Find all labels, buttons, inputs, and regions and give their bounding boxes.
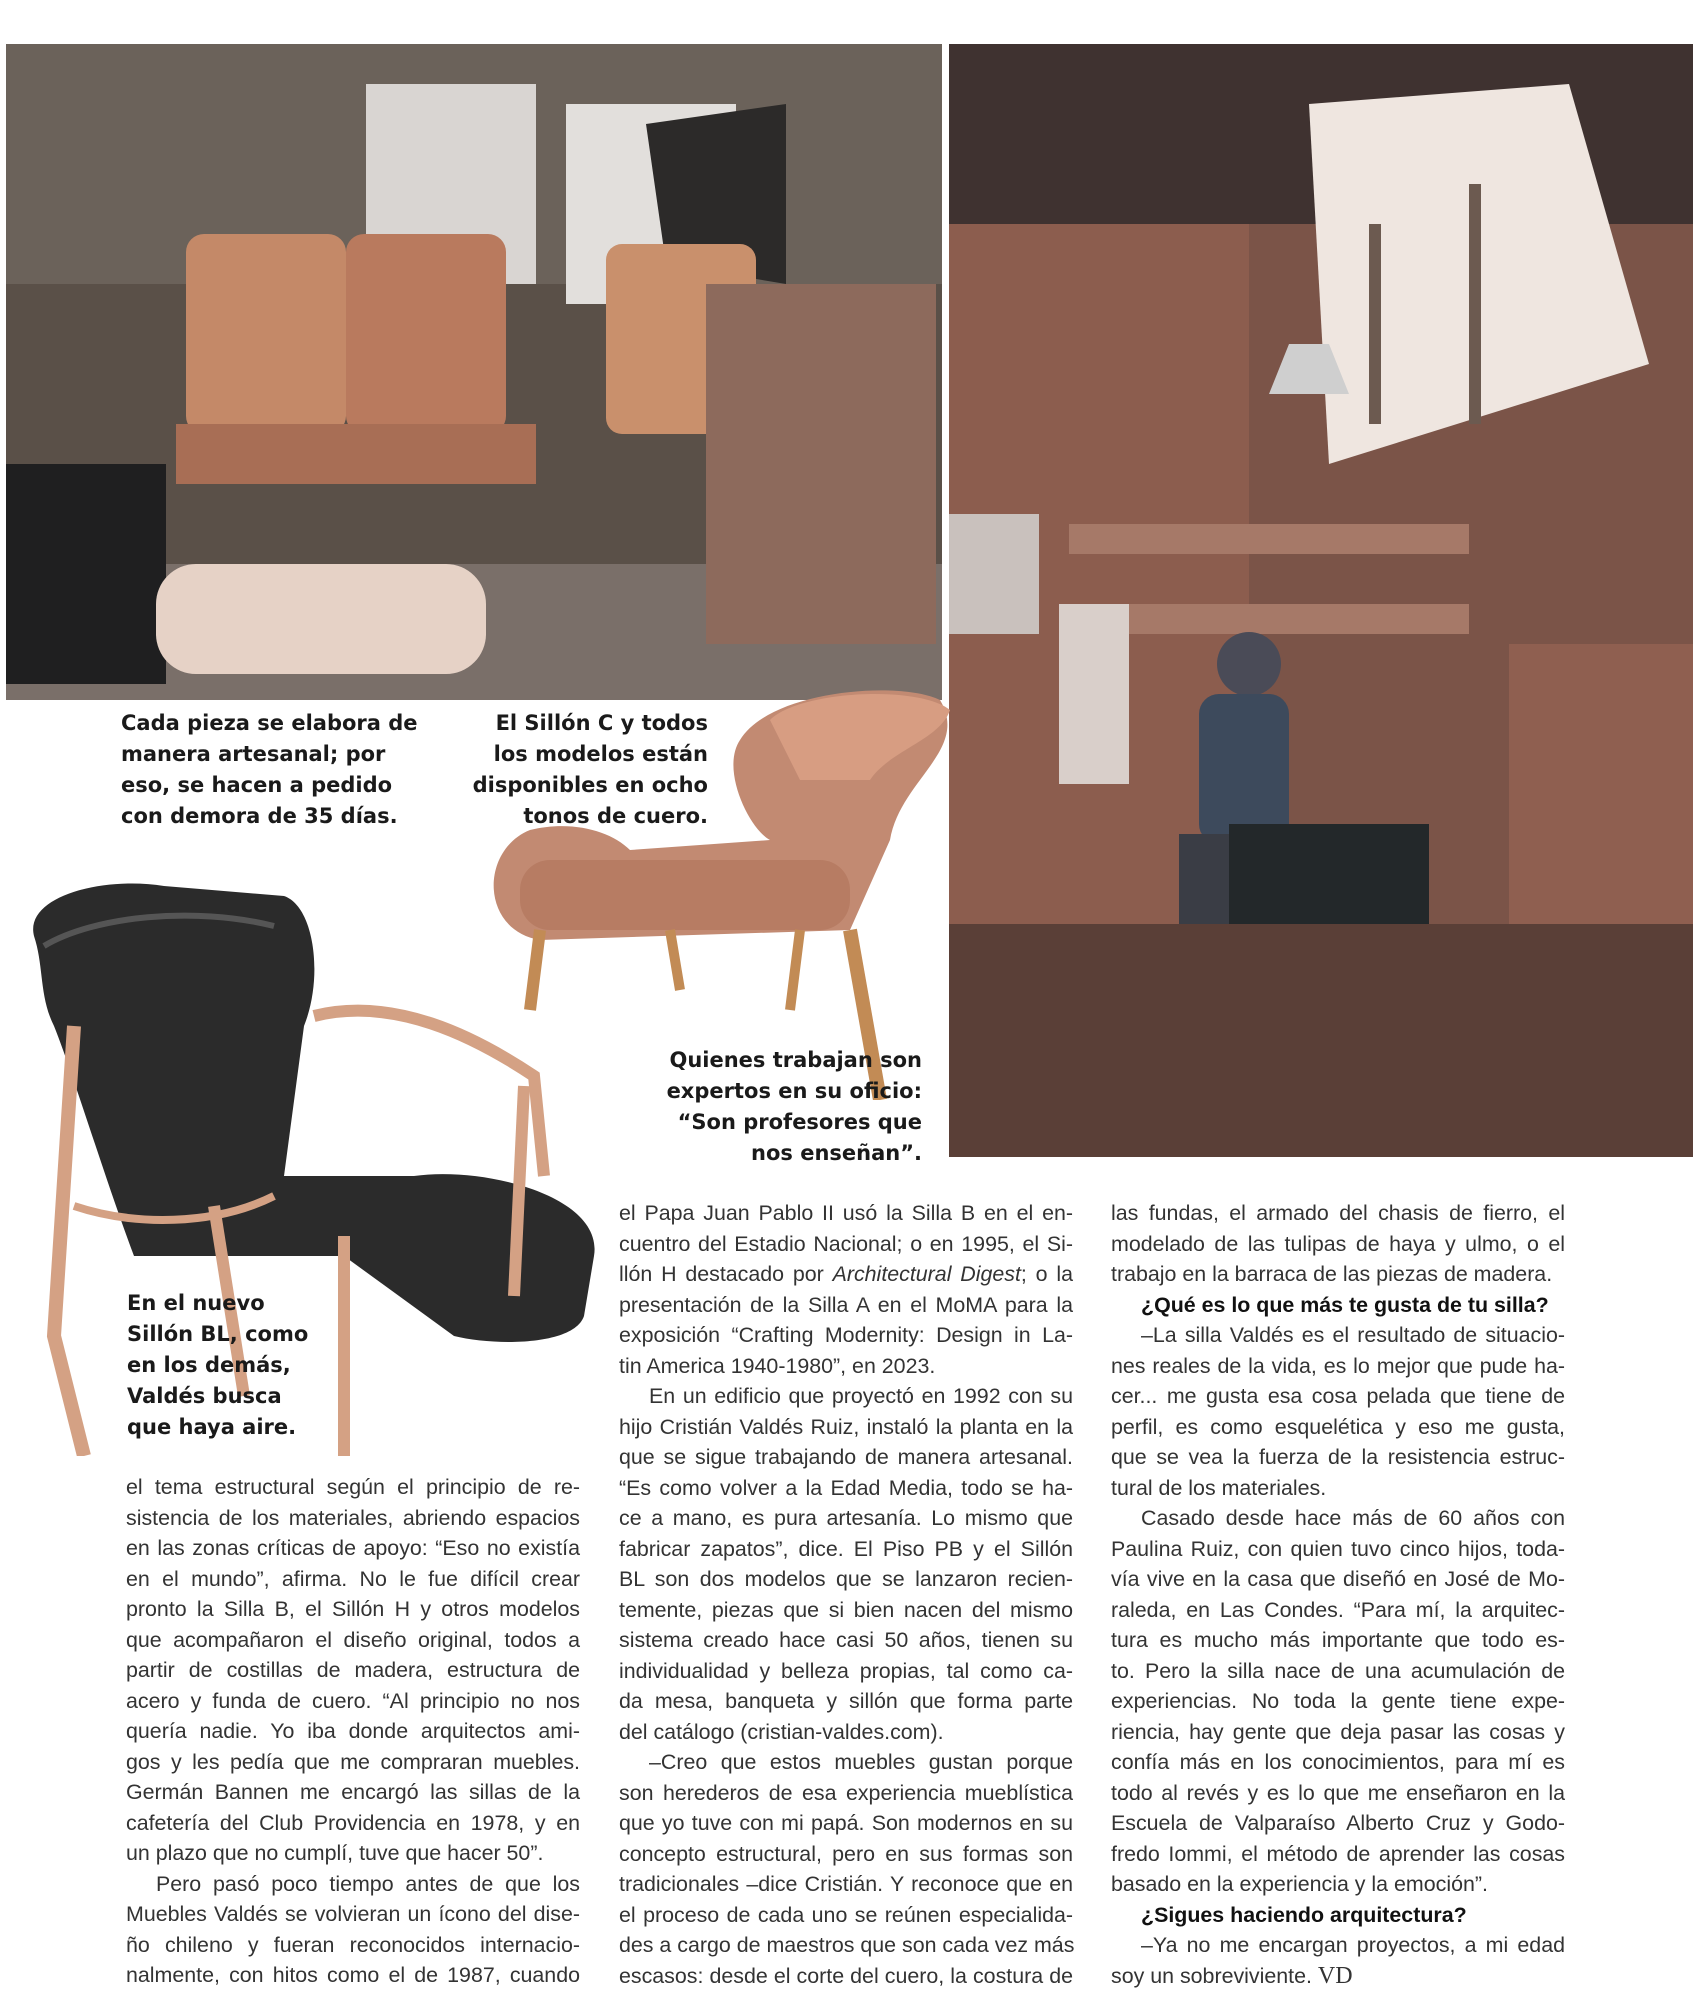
text-line: sistema creado hace casi 50 años, tienen su — [619, 1628, 1073, 1652]
interview-question: ¿Sigues haciendo arquitectura? — [1141, 1902, 1467, 1927]
caption-line: tonos de cuero. — [523, 804, 708, 828]
text-line: basado en la experiencia y la emoción”. — [1111, 1872, 1488, 1896]
text-line: –Ya no me encargan proyectos, a mi edad — [1141, 1933, 1565, 1957]
text-line: ce a mano, es pura artesanía. Lo mismo que — [619, 1506, 1073, 1530]
text-line: tin America 1940-1980”, en 2023. — [619, 1353, 936, 1378]
text-line: da mesa, banqueta y sillón que forma parte — [619, 1689, 1073, 1713]
caption-line: “Son profesores que — [677, 1110, 922, 1134]
caption-line: eso, se hacen a pedido — [121, 773, 393, 797]
text-line: partir de costillas de madera, estructura de — [126, 1658, 580, 1682]
text-line: nalmente, con hitos como el de 1987, cuando — [126, 1963, 580, 1987]
text-line: que acompañaron el diseño original, todos a — [126, 1627, 580, 1652]
text-line: cafetería del Club Providencia en 1978, y en — [126, 1810, 580, 1835]
text-line: trabajo en la barraca de las piezas de madera. — [1111, 1262, 1553, 1286]
caption-line: Cada pieza se elabora de — [121, 711, 418, 735]
caption-line: Valdés busca — [127, 1384, 282, 1408]
text-line: –La silla Valdés es el resultado de situacio- — [1141, 1323, 1565, 1347]
text-line: Casado desde hace más de 60 años con — [1141, 1506, 1565, 1530]
caption-line: que haya aire. — [127, 1415, 297, 1439]
text-fragment: llón H destacado por — [619, 1262, 833, 1286]
text-line: modelado de las tulipas de haya y ulmo, o el — [1111, 1231, 1565, 1256]
article-column-1 — [126, 1472, 580, 1991]
caption-line: El Sillón C y todos — [495, 711, 708, 735]
text-line: quería nadie. Yo iba donde arquitectos ami- — [126, 1719, 580, 1743]
text-line: raleda, en Las Condes. “Para mí, la arquitec- — [1111, 1597, 1565, 1622]
text-line: escasos: desde el corte del cuero, la costura de — [619, 1963, 1073, 1988]
text-line: fredo Iommi, el método de aprender las cosas — [1111, 1841, 1565, 1866]
text-line: confía más en los conocimientos, para mí es — [1111, 1750, 1565, 1774]
text-line: que se vea la fuerza de la resistencia estruc- — [1111, 1445, 1565, 1469]
text-line: acero y funda de cuero. “Al principio no nos — [126, 1688, 580, 1713]
caption-line: los modelos están — [493, 742, 708, 766]
text-line: Germán Bannen me encargó las sillas de la — [126, 1780, 580, 1804]
text-line: son herederos de esa experiencia mueblística — [619, 1780, 1073, 1805]
text-line: gos y les pedía que me compraran muebles. — [126, 1749, 580, 1774]
text-line: “Es como volver a la Edad Media, todo se ha- — [619, 1475, 1073, 1500]
caption-line: nos enseñan”. — [751, 1141, 922, 1165]
caption-line: Quienes trabajan son — [669, 1048, 922, 1072]
text-line: tradicionales –dice Cristián. Y reconoce que en — [619, 1872, 1073, 1896]
text-line: pronto la Silla B, el Sillón H y otros modelos — [126, 1597, 580, 1621]
text-line: del catálogo (cristian-valdes.com). — [619, 1719, 944, 1744]
text-line: exposición “Crafting Modernity: Design in La- — [619, 1323, 1073, 1347]
text-line: riencia, hay gente que deja pasar las cosas y — [1111, 1719, 1565, 1744]
publication-title: Architectural Digest — [832, 1262, 1021, 1286]
text-fragment: soy un sobreviviente. — [1111, 1963, 1318, 1988]
text-line: hijo Cristián Valdés Ruiz, instaló la planta en la — [619, 1414, 1073, 1439]
caption-line: en los demás, — [127, 1353, 291, 1377]
caption-sillon-c — [470, 708, 708, 832]
text-line: sistencia de los materiales, abriendo espacios — [126, 1505, 580, 1530]
text-line: un plazo que no cumplí, tuve que hacer 50”. — [126, 1841, 544, 1865]
text-line — [1111, 1961, 1565, 1992]
text-line: to. Pero la silla nace de una acumulación de — [1111, 1658, 1565, 1683]
text-line: tural de los materiales. — [1111, 1475, 1327, 1500]
text-line: en el mundo”, afirma. No le fue difícil crear — [126, 1566, 580, 1591]
text-line: Muebles Valdés se volvieran un ícono del dise- — [126, 1902, 580, 1926]
text-line: des a cargo de maestros que son cada vez más — [619, 1933, 1075, 1957]
text-line: las fundas, el armado del chasis de fierro, el — [1111, 1201, 1565, 1225]
text-line: cuentro del Estadio Nacional; o en 1995, el Si- — [619, 1231, 1073, 1256]
caption-line: En el nuevo — [127, 1291, 265, 1315]
text-line: perfil, es como esquelética y eso me gusta, — [1111, 1414, 1565, 1439]
text-line: individualidad y belleza propias, tal como ca- — [619, 1658, 1073, 1683]
photo-workshop-chairs — [6, 44, 942, 700]
text-line: que se sigue trabajando de manera artesanal. — [619, 1445, 1073, 1469]
text-line: concepto estructural, pero en sus formas son — [619, 1841, 1073, 1866]
text-line: que yo tuve con mi papá. Son modernos en su — [619, 1811, 1073, 1835]
text-line: Pero pasó poco tiempo antes de que los — [156, 1871, 580, 1896]
caption-expertos — [660, 1045, 922, 1169]
caption-line: Sillón BL, como — [127, 1322, 309, 1346]
text-line: Paulina Ruiz, con quien tuvo cinco hijos, toda- — [1111, 1536, 1565, 1561]
caption-artesanal — [121, 708, 421, 832]
text-line: experiencias. No toda la gente tiene expe- — [1111, 1689, 1565, 1713]
article-column-2 — [619, 1198, 1073, 1991]
text-line: el Papa Juan Pablo II usó la Silla B en el en- — [619, 1201, 1073, 1225]
text-line: presentación de la Silla A en el MoMA para la — [619, 1292, 1073, 1317]
text-line — [619, 1259, 1073, 1290]
text-fragment: ; o la — [1020, 1262, 1073, 1286]
text-line: cer... me gusta esa cosa pelada que tiene de — [1111, 1384, 1565, 1408]
caption-line: disponibles en ocho — [472, 773, 708, 797]
text-line: En un edificio que proyectó en 1992 con su — [649, 1384, 1073, 1408]
text-line: vía vive en la casa que diseñó en José de Mo- — [1111, 1567, 1565, 1591]
text-line: Escuela de Valparaíso Alberto Cruz y Godo- — [1111, 1811, 1565, 1835]
text-line: el proceso de cada uno se reúnen especialida- — [619, 1902, 1073, 1927]
end-signature: VD — [1317, 1962, 1353, 1989]
text-line: ño chileno y fueran reconocidos internacio- — [126, 1932, 580, 1957]
caption-line: manera artesanal; por — [121, 742, 386, 766]
photo-workshop-worker — [949, 44, 1693, 1157]
text-line: tura es mucho más importante que todo es- — [1111, 1628, 1565, 1652]
caption-line: con demora de 35 días. — [121, 804, 398, 828]
text-line: nes reales de la vida, es lo mejor que pude ha- — [1111, 1353, 1565, 1378]
text-line: fabricar zapatos”, dice. El Piso PB y el Sillón — [619, 1536, 1073, 1561]
text-line: el tema estructural según el principio de re- — [126, 1475, 580, 1499]
text-line: todo al revés y es lo que me enseñaron en la — [1111, 1780, 1565, 1805]
article-column-3 — [1111, 1198, 1565, 1991]
interview-question: ¿Qué es lo que más te gusta de tu silla? — [1141, 1292, 1549, 1317]
caption-line: expertos en su oficio: — [666, 1079, 922, 1103]
caption-sillon-bl — [127, 1288, 327, 1443]
text-line: temente, piezas que si bien nacen del mismo — [619, 1597, 1073, 1622]
text-line: en las zonas críticas de apoyo: “Eso no existía — [126, 1536, 580, 1560]
text-line: –Creo que estos muebles gustan porque — [649, 1750, 1073, 1774]
text-line: BL son dos modelos que se lanzaron recien- — [619, 1567, 1073, 1591]
